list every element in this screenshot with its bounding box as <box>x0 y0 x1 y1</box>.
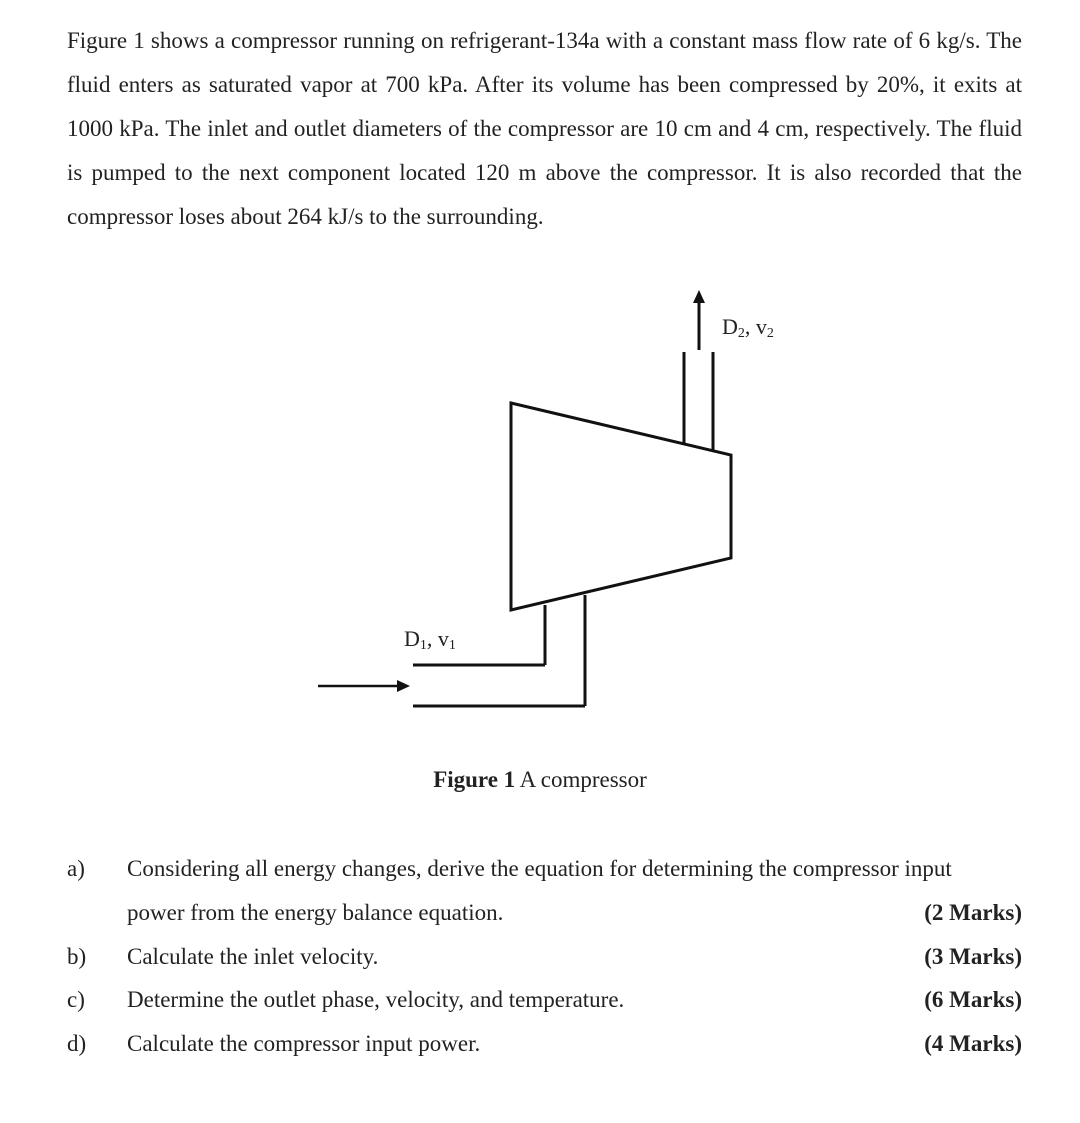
question-text: Considering all energy changes, derive the equation for determining the compressor input <box>127 856 952 881</box>
question-letter: d) <box>67 1031 87 1056</box>
question-marks: (3 Marks) <box>924 944 1022 969</box>
question-text: Determine the outlet phase, velocity, and temperature. <box>127 987 625 1012</box>
caption-rest: A compressor <box>515 767 647 792</box>
inlet-arrowhead <box>397 680 410 692</box>
figure-caption <box>0 767 1080 793</box>
question-b <box>0 935 1080 979</box>
problem-text: Figure 1 shows a compressor running on refrigerant-134a with a constant mass flow rate of 6 kg/s. The fluid enters as saturated vapor at 700 kPa. After its volume has been compressed by 20%, it exits at 1000 kPa. The inlet and outlet diameters of the compressor are 10 cm and 4 cm, respectively. The fluid is pumped to the next component located 120 m above the compressor. It is also recorded that the compressor loses about 264 kJ/s to the surrounding. <box>67 28 1022 229</box>
question-marks: (2 Marks) <box>924 900 1022 925</box>
question-c <box>0 978 1080 1022</box>
question-text: Calculate the compressor input power. <box>127 1031 481 1056</box>
question-d <box>0 1022 1080 1066</box>
question-marks: (4 Marks) <box>924 1031 1022 1056</box>
question-text: Calculate the inlet velocity. <box>127 944 379 969</box>
outlet-label: $D_2$, $v_2$ <box>722 314 774 341</box>
question-letter: c) <box>67 987 85 1012</box>
outlet-arrowhead <box>693 290 705 303</box>
question-letter: b) <box>67 944 87 969</box>
inlet-label: $D_1$, $v_1$ <box>404 626 456 653</box>
question-letter: a) <box>67 856 85 881</box>
question-marks: (6 Marks) <box>924 987 1022 1012</box>
compressor-body <box>511 403 731 610</box>
caption-bold: Figure 1 <box>433 767 516 792</box>
question-a <box>0 847 1080 935</box>
question-text-continued: power from the energy balance equation. <box>127 900 504 925</box>
